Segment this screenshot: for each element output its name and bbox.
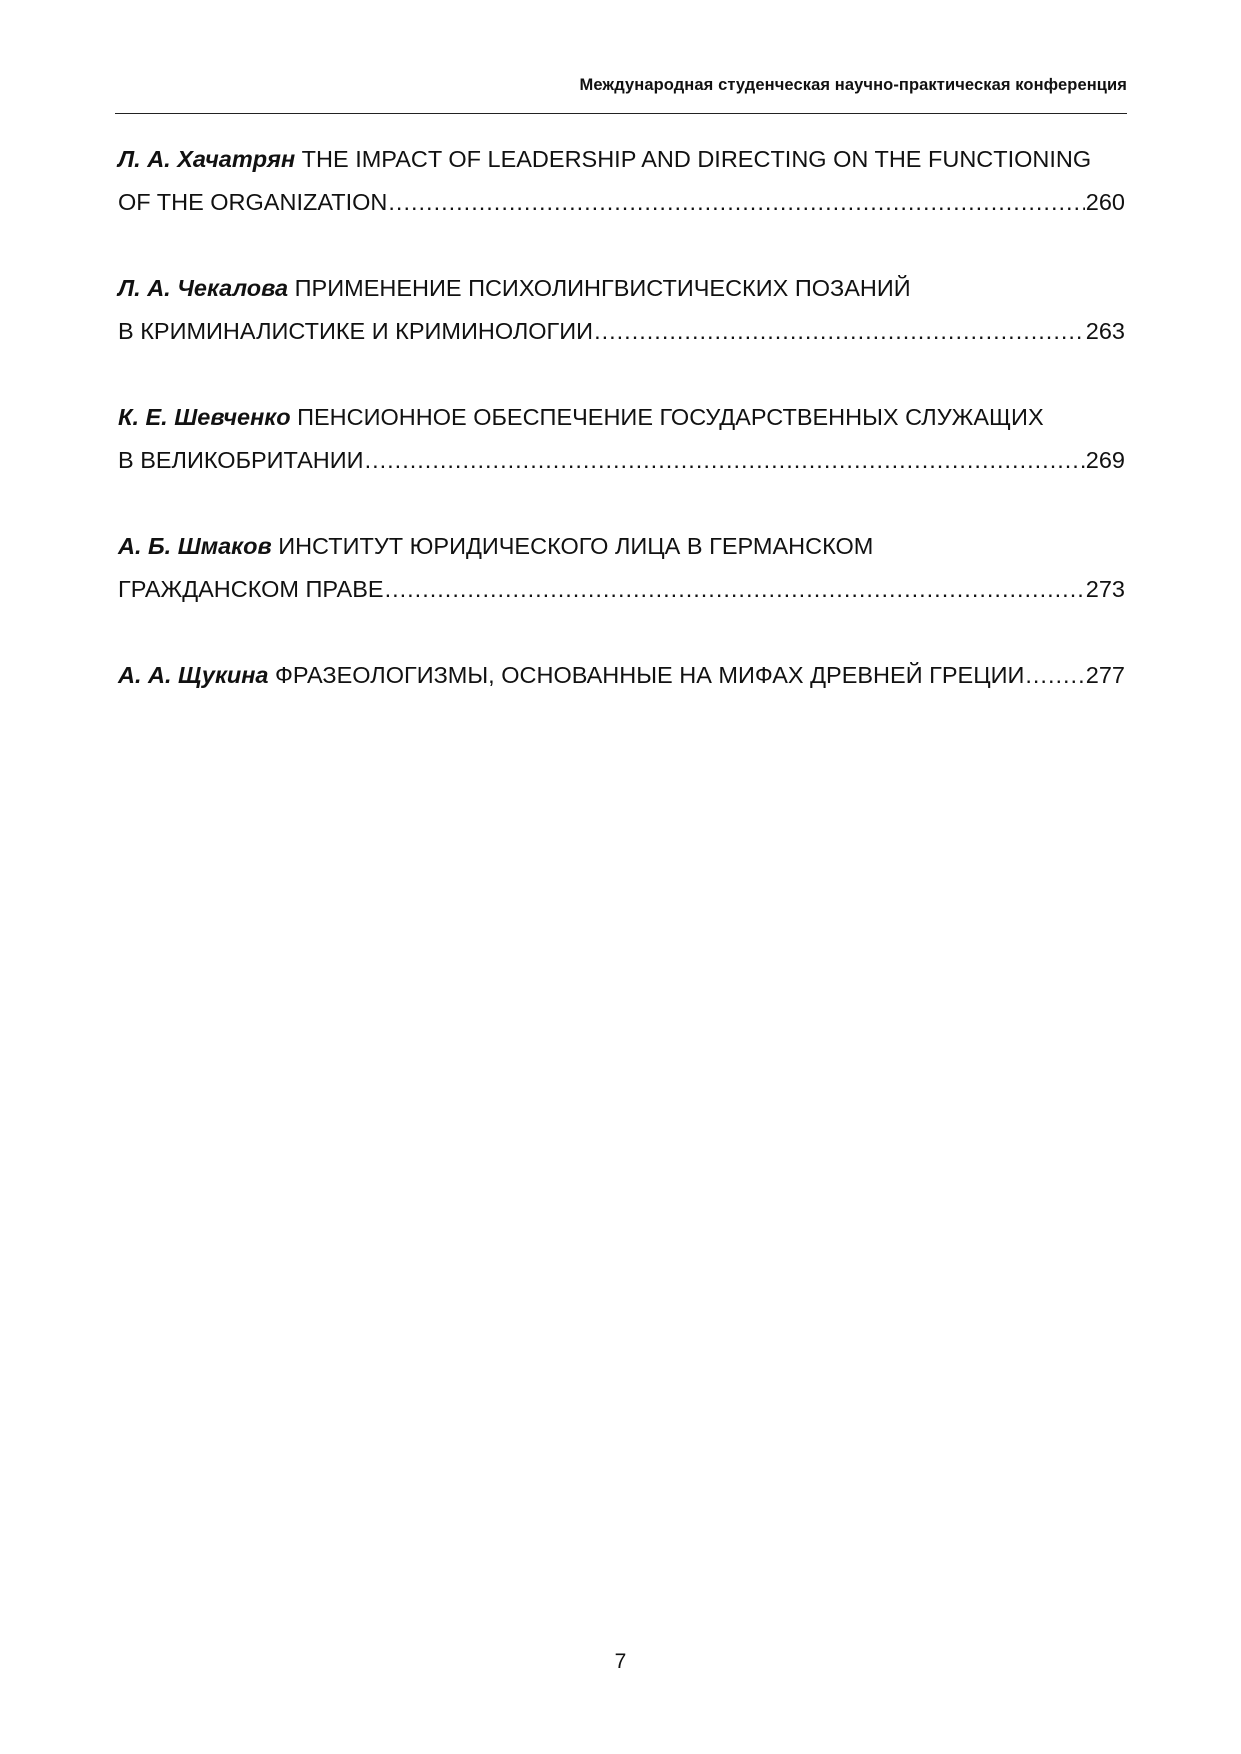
dot-leader [385, 568, 1085, 611]
toc-entry-title-continued: В ВЕЛИКОБРИТАНИИ [118, 447, 364, 473]
page-number: 7 [614, 1650, 627, 1673]
entry-spacer [118, 482, 1125, 525]
toc-entry [118, 654, 1125, 697]
toc-entry-page: 260 [1085, 189, 1125, 215]
toc-entry-page: 263 [1085, 318, 1125, 344]
toc-entry-leader-line [118, 654, 1125, 697]
toc-entry [118, 138, 1125, 224]
table-of-contents [118, 138, 1125, 697]
toc-entry-leader-line [118, 439, 1125, 482]
header-divider [115, 113, 1127, 114]
toc-entry-author: Л. А. Чекалова [118, 275, 289, 301]
toc-entry-author: А. А. Щукина [118, 662, 269, 688]
toc-entry-title: ФРАЗЕОЛОГИЗМЫ, ОСНОВАННЫЕ НА МИФАХ ДРЕВНЕЙ ГРЕЦИИ [275, 662, 1025, 688]
toc-entry-leader-line [118, 181, 1125, 224]
toc-entry-title: ПЕНСИОННОЕ ОБЕСПЕЧЕНИЕ ГОСУДАРСТВЕННЫХ СЛУЖАЩИХ [297, 404, 1044, 430]
toc-entry-title-line [118, 396, 1125, 439]
toc-entry [118, 396, 1125, 482]
entry-spacer [118, 353, 1125, 396]
toc-entry-text [118, 654, 1024, 697]
toc-entry-author: Л. А. Хачатрян [118, 146, 296, 172]
toc-entry-leader-line [118, 568, 1125, 611]
toc-entry-page: 269 [1085, 447, 1125, 473]
toc-entry-leader-line [118, 310, 1125, 353]
entry-spacer [118, 611, 1125, 654]
toc-entry [118, 525, 1125, 611]
toc-entry-title-continued: OF THE ORGANIZATION [118, 189, 388, 215]
toc-entry-title: ИНСТИТУТ ЮРИДИЧЕСКОГО ЛИЦА В ГЕРМАНСКОМ [278, 533, 874, 559]
toc-entry-title-line [118, 138, 1125, 181]
toc-entry-title-continued: В КРИМИНАЛИСТИКЕ И КРИМИНОЛОГИИ [118, 318, 594, 344]
dot-leader [1025, 654, 1084, 697]
dot-leader [388, 181, 1084, 224]
toc-entry-title: ПРИМЕНЕНИЕ ПСИХОЛИНГВИСТИЧЕСКИХ ПОЗАНИЙ [294, 275, 911, 301]
toc-entry-title-line [118, 525, 1125, 568]
running-header: Международная студенческая научно-практическая конференция [579, 76, 1127, 94]
toc-entry-page: 273 [1085, 576, 1125, 602]
toc-entry-title: THE IMPACT OF LEADERSHIP AND DIRECTING ON THE FUNCTIONING [301, 146, 1092, 172]
toc-entry-title-line [118, 267, 1125, 310]
entry-spacer [118, 224, 1125, 267]
toc-entry-author: А. Б. Шмаков [118, 533, 272, 559]
dot-leader [594, 310, 1085, 353]
toc-entry-author: К. Е. Шевченко [118, 404, 291, 430]
toc-entry [118, 267, 1125, 353]
toc-entry-title-continued: ГРАЖДАНСКОМ ПРАВЕ [118, 576, 384, 602]
toc-entry-page: 277 [1085, 662, 1125, 688]
dot-leader [365, 439, 1085, 482]
